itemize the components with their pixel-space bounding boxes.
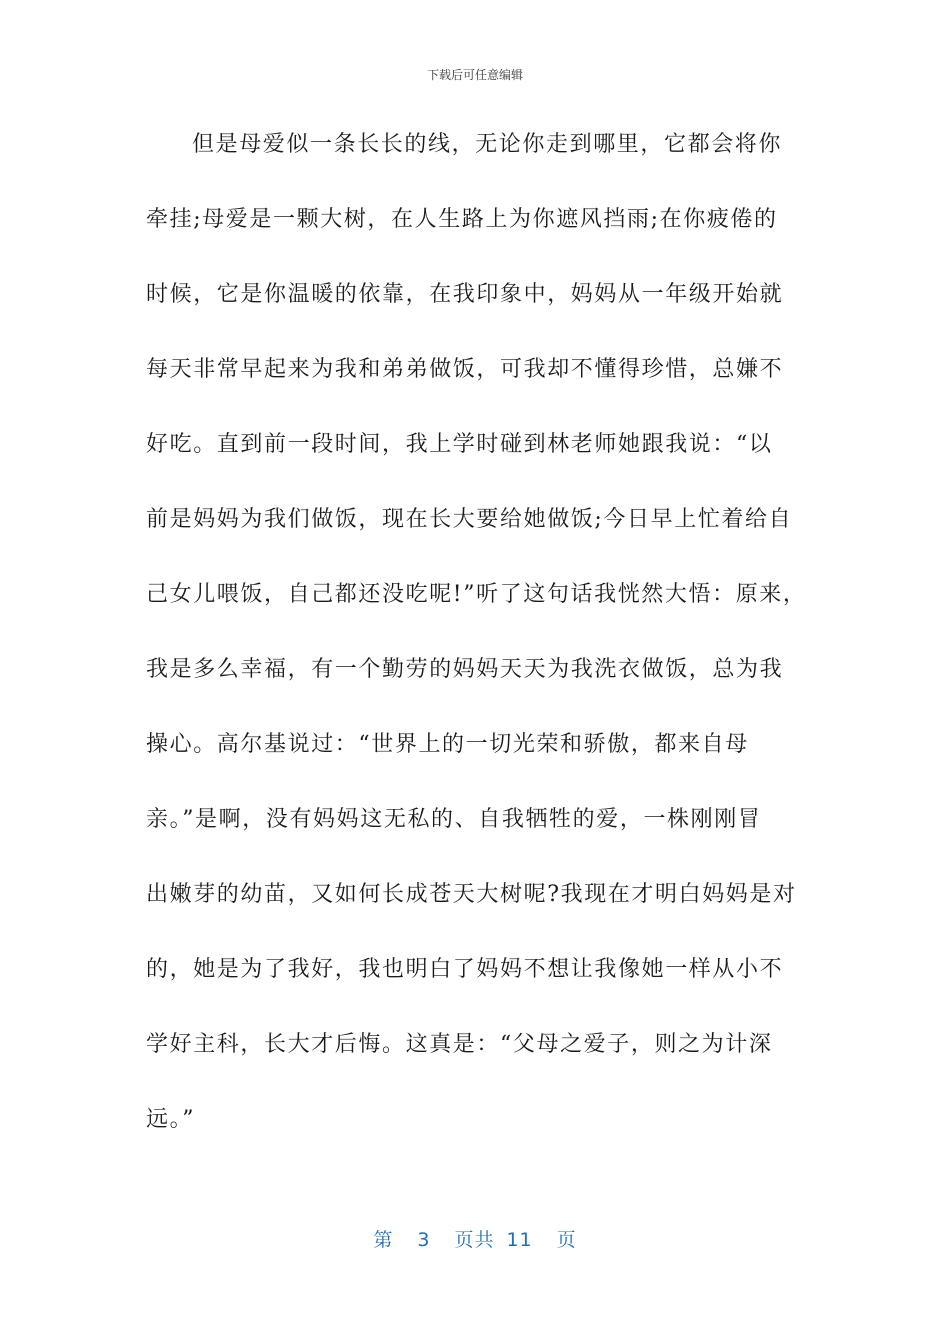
paragraph-line: 前是妈妈为我们做饭，现在长大要给她做饭;今日早上忙着给自 (146, 507, 793, 532)
paragraph-line: 但是母爱似一条长长的线，无论你走到哪里，它都会将你 (192, 132, 783, 157)
paragraph-line: 的，她是为了我好，我也明白了妈妈不想让我像她一样从小不 (146, 957, 784, 982)
paragraph-line: 远。” (146, 1107, 196, 1132)
paragraph-line: 己女儿喂饭，自己都还没吃呢!”听了这句话我恍然大悟：原来， (146, 582, 807, 607)
footer-middle: 页共 (454, 1229, 495, 1251)
page-header: 下载后可任意编辑 (426, 68, 523, 82)
paragraph-line: 出嫩芽的幼苗，又如何长成苍天大树呢?我现在才明白妈妈是对 (146, 882, 797, 907)
paragraph-line: 操心。高尔基说过：“世界上的一切光荣和骄傲，都来自母 (146, 732, 749, 757)
paragraph-line: 时候，它是你温暖的依靠，在我印象中，妈妈从一年级开始就 (146, 282, 784, 307)
paragraph-line: 亲。”是啊，没有妈妈这无私的、自我牺牲的爱，一株刚刚冒 (146, 807, 762, 832)
page-number-footer (0, 1225, 950, 1252)
paragraph-line: 学好主科，长大才后悔。这真是：“父母之爱子，则之为计深 (146, 1032, 773, 1057)
footer-suffix: 页 (556, 1229, 577, 1251)
footer-prefix: 第 (373, 1229, 394, 1251)
paragraph-line: 好吃。直到前一段时间，我上学时碰到林老师她跟我说：“以 (146, 432, 773, 457)
total-page-number: 11 (506, 1229, 533, 1251)
paragraph-line: 牵挂;母爱是一颗大树，在人生路上为你遮风挡雨;在你疲倦的 (146, 207, 778, 232)
paragraph-line: 我是多么幸福，有一个勤劳的妈妈天天为我洗衣做饭，总为我 (146, 657, 784, 682)
current-page-number: 3 (417, 1229, 431, 1251)
paragraph-line: 每天非常早起来为我和弟弟做饭，可我却不懂得珍惜，总嫌不 (146, 357, 784, 382)
